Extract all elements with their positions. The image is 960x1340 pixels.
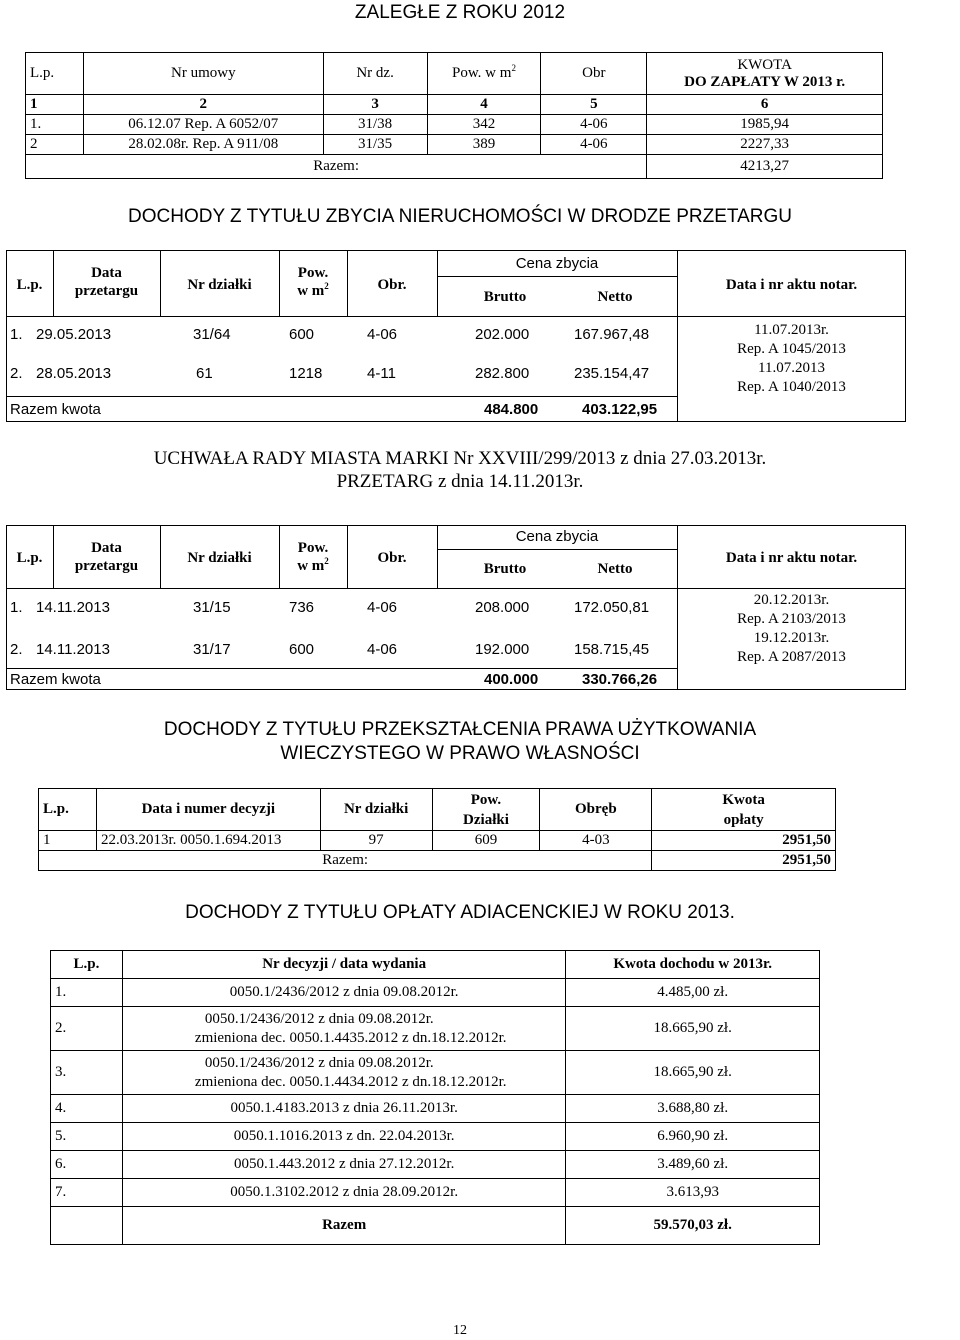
cell-lp: 5.	[51, 1123, 123, 1151]
header-pow: Pow. w $m^2$	[297, 540, 329, 574]
cell: 31/38	[323, 115, 427, 135]
header-obreb: Obręb	[540, 789, 652, 831]
total-row	[51, 1207, 820, 1245]
cell: 31/35	[323, 135, 427, 155]
header-data: Data przetargu	[74, 265, 139, 299]
cell-decyzja: 0050.1/2436/2012 z dnia 09.08.2012r. zmieniona dec. 0050.1.4435.2012 z dn.18.12.2012r.	[122, 1007, 565, 1051]
header-nr-decyzji: Nr decyzji / data wydania	[122, 951, 565, 979]
section-title-przeksztalcenie-1: DOCHODY Z TYTUŁU PRZEKSZTAŁCENIA PRAWA UŻYTKOWANIA	[163, 719, 757, 740]
cell-data: 14.11.2013	[36, 641, 110, 658]
cell-data: 29.05.2013	[36, 326, 112, 343]
cell: 4-03	[540, 831, 652, 851]
header-nr-umowy: Nr umowy	[83, 53, 323, 95]
cell-lp: 2.	[51, 1007, 123, 1051]
total-brutto: 400.000	[484, 671, 539, 688]
cell-pow: 1218	[289, 365, 323, 382]
header-lp: L.p.	[16, 550, 43, 566]
cell-kwota: 3.489,60 zł.	[566, 1151, 820, 1179]
table-row	[51, 1051, 820, 1095]
header-lp: L.p.	[39, 789, 97, 831]
table-row	[51, 1007, 820, 1051]
cell-netto: 172.050,81	[574, 599, 650, 616]
cell-kwota: 3.613,93	[566, 1179, 820, 1207]
cell: 609	[432, 831, 540, 851]
table-row	[26, 115, 883, 135]
num-5: 5	[541, 95, 647, 115]
cell-lp: 1.	[10, 326, 23, 343]
cell: 97	[320, 831, 432, 851]
column-number-row	[26, 95, 883, 115]
section-title-zbycie: DOCHODY Z TYTUŁU ZBYCIA NIERUCHOMOŚCI W DRODZE PRZETARGU	[128, 206, 792, 227]
cell-lp: 2.	[10, 365, 23, 382]
header-brutto: Brutto	[483, 289, 527, 305]
total-netto: 330.766,26	[582, 671, 658, 688]
header-netto: Netto	[597, 561, 633, 577]
total-value: 2951,50	[652, 851, 836, 871]
table-row	[39, 831, 836, 851]
header-brutto: Brutto	[483, 561, 527, 577]
total-value: 4213,27	[647, 155, 883, 179]
cell-netto: 235.154,47	[574, 365, 650, 382]
cell-lp: 3.	[51, 1051, 123, 1095]
cell-brutto: 282.800	[475, 365, 530, 382]
header-kwota-dochodu: Kwota dochodu w 2013r.	[566, 951, 820, 979]
cell: 1985,94	[647, 115, 883, 135]
cell: 389	[427, 135, 541, 155]
cell-nr: 31/64	[193, 326, 231, 343]
cell-nr: 31/15	[193, 599, 231, 616]
cell-lp: 2.	[10, 641, 23, 658]
total-label: Razem	[122, 1207, 565, 1245]
header-kwota: Kwota opłaty	[652, 789, 836, 831]
header-nr-dz: Nr dz.	[323, 53, 427, 95]
cell-kwota: 6.960,90 zł.	[566, 1123, 820, 1151]
num-4: 4	[427, 95, 541, 115]
akty-notarialne: 20.12.2013r. Rep. A 2103/2013 19.12.2013r. Rep. A 2087/2013	[737, 592, 846, 665]
cell-brutto: 208.000	[475, 599, 530, 616]
cell-obr: 4-06	[367, 326, 398, 343]
page-number: 12	[453, 1323, 467, 1338]
header-obr: Obr	[541, 53, 647, 95]
total-row	[26, 155, 883, 179]
header-nr-dzialki: Nr działki	[187, 277, 252, 293]
cell: 2227,33	[647, 135, 883, 155]
num-6: 6	[647, 95, 883, 115]
total-netto: 403.122,95	[582, 401, 658, 418]
cell-decyzja: 0050.1.3102.2012 z dnia 28.09.2012r.	[122, 1179, 565, 1207]
section-title-adiacencka: DOCHODY Z TYTUŁU OPŁATY ADIACENCKIEJ W ROKU 2013.	[185, 902, 735, 923]
cell-netto: 158.715,45	[574, 641, 650, 658]
cell-decyzja: 0050.1.443.2012 z dnia 27.12.2012r.	[122, 1151, 565, 1179]
cell: 06.12.07 Rep. A 6052/07	[83, 115, 323, 135]
akty-notarialne: 11.07.2013r. Rep. A 1045/2013 11.07.2013 Rep. A 1040/2013	[737, 322, 846, 395]
header-kwota: KWOTA DO ZAPŁATY W 2013 r.	[647, 53, 883, 95]
cell-obr: 4-11	[367, 365, 396, 382]
cell-decyzja: 0050.1/2436/2012 z dnia 09.08.2012r. zmieniona dec. 0050.1.4434.2012 z dn.18.12.2012r.	[122, 1051, 565, 1095]
adjacency-fee-table	[50, 950, 820, 1245]
cell: 4-06	[541, 135, 647, 155]
cell: 342	[427, 115, 541, 135]
cell-kwota: 18.665,90 zł.	[566, 1007, 820, 1051]
num-2: 2	[83, 95, 323, 115]
cell-decyzja: 0050.1/2436/2012 z dnia 09.08.2012r.	[122, 979, 565, 1007]
header-obr: Obr.	[377, 277, 407, 293]
table-row	[51, 1179, 820, 1207]
num-1: 1	[26, 95, 84, 115]
header-data: Data przetargu	[74, 540, 139, 574]
cell: 1.	[26, 115, 84, 135]
cell-lp: 1.	[51, 979, 123, 1007]
cell-lp: 6.	[51, 1151, 123, 1179]
cell: 28.02.08r. Rep. A 911/08	[83, 135, 323, 155]
header-nr-dzialki: Nr działki	[187, 550, 252, 566]
cell-brutto: 202.000	[475, 326, 530, 343]
table-row	[51, 1095, 820, 1123]
cell: 2951,50	[652, 831, 836, 851]
cell-obr: 4-06	[367, 599, 398, 616]
cell-kwota: 4.485,00 zł.	[566, 979, 820, 1007]
cell-decyzja: 0050.1.4183.2013 z dnia 26.11.2013r.	[122, 1095, 565, 1123]
header-nr-dzialki: Nr działki	[320, 789, 432, 831]
header-lp: L.p.	[26, 53, 84, 95]
cell-lp: 7.	[51, 1179, 123, 1207]
przetarg-title: PRZETARG z dnia 14.11.2013r.	[336, 471, 584, 492]
header-pow: Pow. w $m^2$	[427, 53, 541, 95]
num-3: 3	[323, 95, 427, 115]
table-row	[51, 979, 820, 1007]
cell-lp: 4.	[51, 1095, 123, 1123]
table-row	[51, 1123, 820, 1151]
header-data-decyzji: Data i numer decyzji	[96, 789, 320, 831]
cell: 2	[26, 135, 84, 155]
total-row	[39, 851, 836, 871]
cell-pow: 736	[289, 599, 315, 616]
header-obr: Obr.	[377, 550, 407, 566]
total-label: Razem kwota	[10, 401, 101, 418]
cell-netto: 167.967,48	[574, 326, 650, 343]
header-akt-notarialny: Data i nr aktu notar.	[725, 550, 858, 566]
header-lp: L.p.	[16, 277, 43, 293]
total-value: 59.570,03 zł.	[566, 1207, 820, 1245]
header-cena-zbycia: Cena zbycia	[515, 255, 599, 272]
total-label: Razem:	[26, 155, 647, 179]
cell: 4-06	[541, 115, 647, 135]
cell-pow: 600	[289, 641, 315, 658]
cell-decyzja: 0050.1.1016.2013 z dn. 22.04.2013r.	[122, 1123, 565, 1151]
cell-data: 28.05.2013	[36, 365, 112, 382]
cell: 1	[39, 831, 97, 851]
cell-data: 14.11.2013	[36, 599, 110, 616]
cell-kwota: 18.665,90 zł.	[566, 1051, 820, 1095]
total-brutto: 484.800	[484, 401, 539, 418]
total-label: Razem kwota	[10, 671, 101, 688]
uchwala-title: UCHWAŁA RADY MIASTA MARKI Nr XXVIII/299/2013 z dnia 27.03.2013r.	[153, 448, 767, 469]
cell-obr: 4-06	[367, 641, 398, 658]
cell-nr: 61	[196, 365, 213, 382]
cell-pow: 600	[289, 326, 315, 343]
cell-kwota: 3.688,80 zł.	[566, 1095, 820, 1123]
table-row	[26, 135, 883, 155]
cell: 22.03.2013r. 0050.1.694.2013	[96, 831, 320, 851]
header-lp: L.p.	[51, 951, 123, 979]
cell-nr: 31/17	[193, 641, 231, 658]
header-cena-zbycia: Cena zbycia	[515, 528, 599, 545]
total-label: Razem:	[39, 851, 652, 871]
cell-empty	[51, 1207, 123, 1245]
section-title-przeksztalcenie-2: WIECZYSTEGO W PRAWO WŁASNOŚCI	[280, 743, 640, 764]
table-row	[51, 1151, 820, 1179]
conversion-table	[38, 788, 836, 871]
cell-lp: 1.	[10, 599, 23, 616]
section-title-zalegle: ZALEGŁE Z ROKU 2012	[354, 2, 566, 23]
header-pow: Pow. Działki	[432, 789, 540, 831]
header-netto: Netto	[597, 289, 633, 305]
header-akt-notarialny: Data i nr aktu notar.	[725, 277, 858, 293]
arrears-table	[25, 52, 883, 179]
header-pow: Pow. w $m^2$	[297, 265, 329, 299]
cell-brutto: 192.000	[475, 641, 530, 658]
